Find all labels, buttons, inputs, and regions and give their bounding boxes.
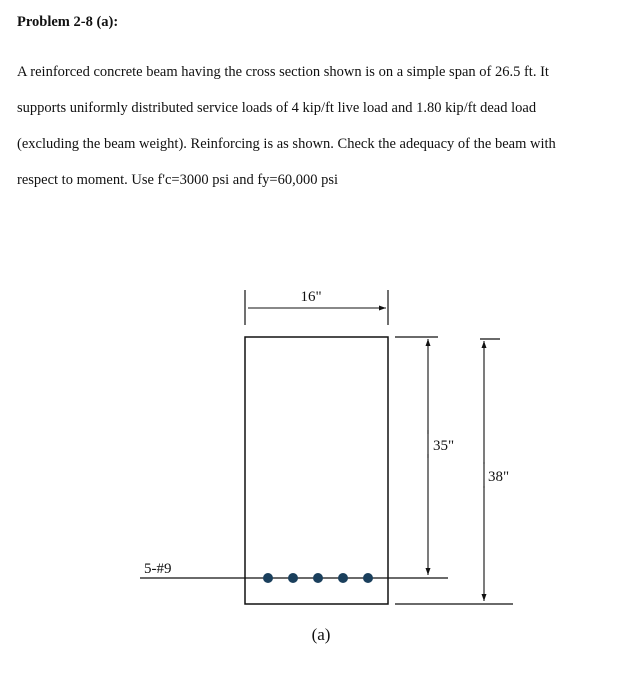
problem-statement-line: (excluding the beam weight). Reinforcing is as shown. Check the adequacy of the beam with [17,136,556,152]
effective-depth-dimension [245,337,458,578]
effective-depth-label: 35" [433,438,455,454]
problem-statement-line: A reinforced concrete beam having the cross section shown is on a simple span of 26.5 ft. It [17,64,549,80]
rebar [363,573,373,583]
rebar [313,573,323,583]
problem-statement-line: respect to moment. Use f'c=3000 psi and fy=60,000 psi [17,172,338,188]
rebar-label: 5-#9 [144,561,172,577]
width-label: 16" [300,289,322,305]
problem-title: Problem 2-8 (a): [17,14,119,30]
rebar [263,573,273,583]
width-dimension [245,287,388,325]
beam-outline [245,337,388,604]
total-depth-dimension [395,339,515,604]
rebar [338,573,348,583]
problem-statement-line: supports uniformly distributed service loads of 4 kip/ft live load and 1.80 kip/ft dead load [17,100,537,116]
total-depth-label: 38" [488,469,510,485]
figure-caption: (a) [311,625,331,644]
rebar [288,573,298,583]
